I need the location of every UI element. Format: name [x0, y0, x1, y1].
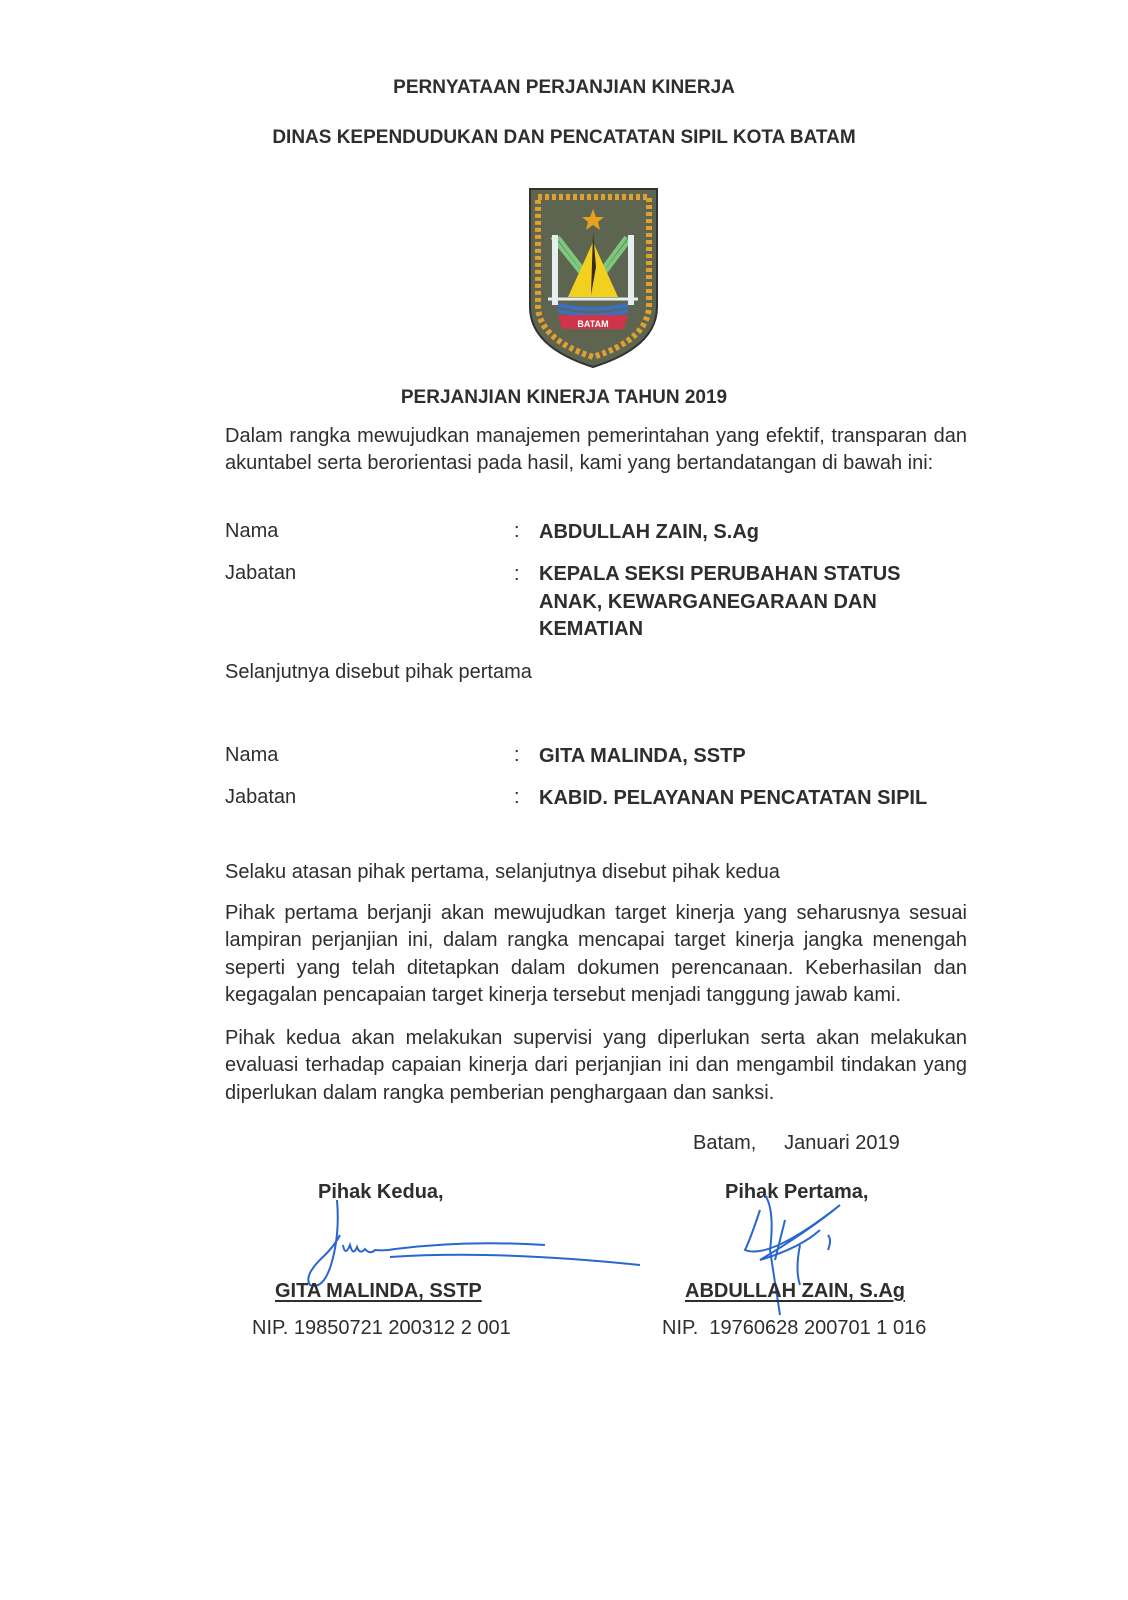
- second-party-position-label: Jabatan: [225, 786, 297, 808]
- document-title: PERNYATAAN PERJANJIAN KINERJA: [393, 77, 735, 98]
- left-signatory-nip: NIP. 19850721 200312 2 001: [252, 1317, 511, 1339]
- left-signatory-role: Pihak Kedua,: [318, 1181, 444, 1203]
- colon: :: [514, 520, 520, 542]
- second-party-position: KABID. PELAYANAN PENCATATAN SIPIL: [539, 787, 928, 809]
- agency-name: DINAS KEPENDUDUKAN DAN PENCATATAN SIPIL KOTA BATAM: [272, 127, 856, 148]
- svg-text:BATAM: BATAM: [577, 319, 609, 329]
- first-party-note: Selanjutnya disebut pihak pertama: [225, 661, 532, 683]
- first-party-name: ABDULLAH ZAIN, S.Ag: [539, 521, 759, 543]
- intro-paragraph: Dalam rangka mewujudkan manajemen pemerintahan yang efektif, transparan dan akuntabel serta berorientasi pada hasil, kami yang bertandatangan di bawah ini:: [225, 425, 967, 475]
- section-title: PERJANJIAN KINERJA TAHUN 2019: [400, 387, 728, 408]
- first-party-position-label: Jabatan: [225, 562, 297, 584]
- right-signatory-role: Pihak Pertama,: [725, 1181, 869, 1203]
- second-party-name-label: Nama: [225, 744, 279, 766]
- commitment-paragraph: Pihak pertama berjanji akan mewujudkan target kinerja yang seharusnya sesuai lampiran perjanjian ini, dalam rangka mencapai target kinerja jangka menengah seperti yang telah ditetapkan dalam dokumen perencanaan. Keberhasilan dan kegagalan pencapaian target kinerja tersebut menjadi tanggung jawab kami.: [225, 902, 967, 1006]
- batam-coat-of-arms-logo: [528, 187, 659, 369]
- first-party-position-line: KEPALA SEKSI PERUBAHAN STATUS: [539, 563, 901, 585]
- right-signatory-name: ABDULLAH ZAIN, S.Ag: [685, 1280, 905, 1302]
- right-signatory-nip: NIP. 19760628 200701 1 016: [662, 1317, 927, 1339]
- colon: :: [514, 744, 520, 766]
- supervision-paragraph: Pihak kedua akan melakukan supervisi yang diperlukan serta akan melakukan evaluasi terhadap capaian kinerja dari perjanjian ini dan mengambil tindakan yang diperlukan dalam rangka pemberian penghargaan dan sanksi.: [225, 1027, 967, 1104]
- colon: :: [514, 563, 520, 585]
- second-party-note: Selaku atasan pihak pertama, selanjutnya disebut pihak kedua: [225, 861, 780, 883]
- first-party-position-line: KEMATIAN: [539, 618, 644, 640]
- colon: :: [514, 786, 520, 808]
- second-party-name: GITA MALINDA, SSTP: [539, 745, 746, 767]
- left-signatory-name: GITA MALINDA, SSTP: [275, 1280, 482, 1302]
- first-party-position-line: ANAK, KEWARGANEGARAAN DAN: [539, 591, 877, 613]
- place-date: Batam, Januari 2019: [693, 1132, 900, 1154]
- first-party-name-label: Nama: [225, 520, 279, 542]
